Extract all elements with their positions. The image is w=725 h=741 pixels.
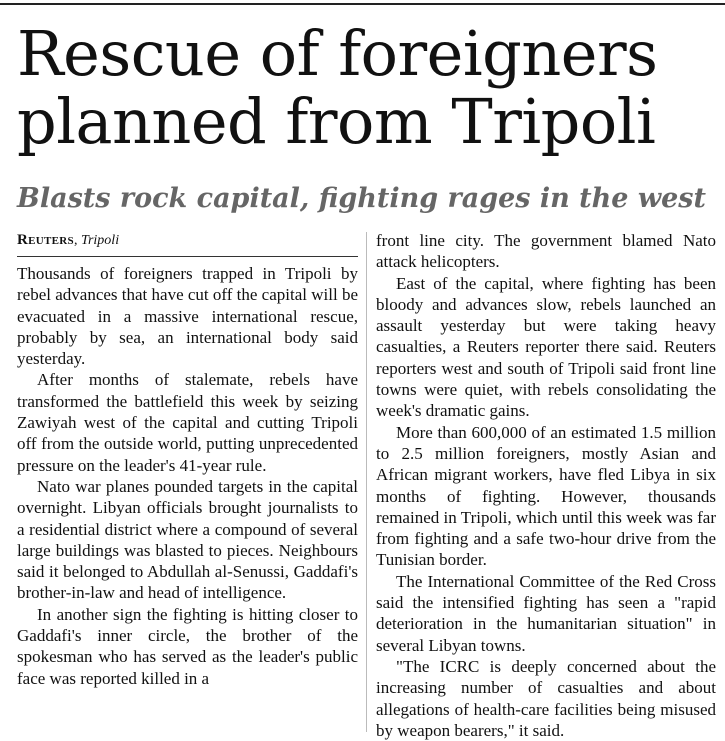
paragraph: "The ICRC is deeply concerned about the increasing number of casualties and about allegations of health-care facilities being misused by weapon bearers," it said. [376, 656, 716, 740]
paragraph: The International Committee of the Red Cross said the intensified fighting has seen a "rapid deterioration in the humanitarian situation" in several Libyan towns. [376, 571, 716, 655]
paragraph: In another sign the fighting is hitting closer to Gaddafi's inner circle, the brother of the spokesman who has served as the leader's public face was reported killed in a [17, 604, 358, 688]
article-column-left [17, 230, 358, 689]
byline-agency: Reuters [17, 232, 74, 248]
paragraph: Nato war planes pounded targets in the capital overnight. Libyan officials brought journalists to a residential district where a compound of several large buildings was blasted to pieces. Neighbours said it belonged to Abdullah al-Senussi, Gaddafi's brother-in-law and head of intelligence. [17, 476, 358, 603]
column-divider [366, 232, 367, 732]
paragraph: East of the capital, where fighting has been bloody and advances slow, rebels launched an assault yesterday but were taking heavy casualties, a Reuters reporter there said. Reuters reporters west and south of Tripoli said front line towns were quiet, with rebels consolidating the week's dramatic gains. [376, 273, 716, 421]
article-headline: Rescue of foreigners planned from Tripoli [17, 17, 658, 158]
article-column-right [376, 230, 716, 741]
article-subheadline: Blasts rock capital, fighting rages in the west [17, 183, 706, 214]
paragraph: After months of stalemate, rebels have transformed the battlefield this week by seizing Zawiyah west of the capital and cutting Tripoli off from the outside world, putting unprecedented pressure on the leader's 41-year rule. [17, 370, 358, 475]
top-rule [0, 3, 725, 5]
paragraph: Thousands of foreigners trapped in Tripoli by rebel advances that have cut off the capital will be evacuated in a massive international rescue, probably by sea, an international body said yesterday. [17, 264, 358, 369]
byline-place: Tripoli [80, 233, 120, 248]
paragraph: front line city. The government blamed Nato attack helicopters. [376, 231, 716, 272]
byline: Reuters, Tripoli [17, 230, 358, 257]
paragraph: More than 600,000 of an estimated 1.5 million to 2.5 million foreigners, mostly Asian and African migrant workers, have fled Libya in six months of fighting. However, thousands remained in Tripoli, which until this week was far from fighting and a safe two-hour drive from the Tunisian border. [376, 422, 716, 570]
